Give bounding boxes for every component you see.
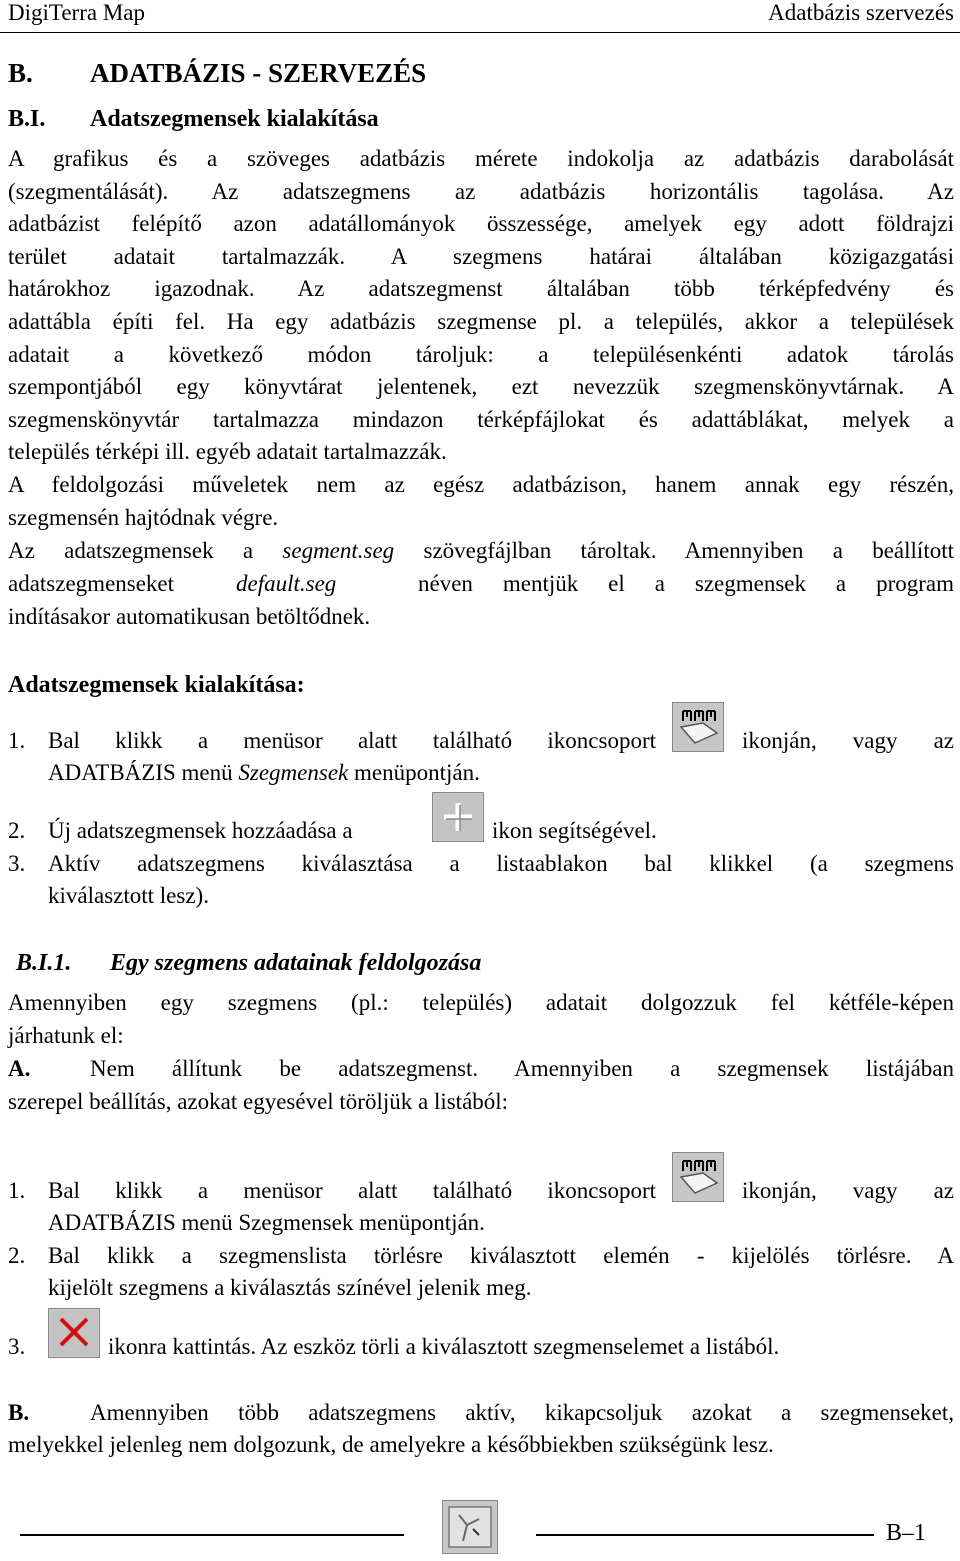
intro-line: (szegmentálását). Az adatszegmens az adatbázis horizontális tagolása. Az [8, 178, 954, 204]
subsection-title: Adatszegmensek kialakítása [90, 106, 379, 132]
page-header [0, 0, 960, 33]
paragraph-line: A feldolgozási műveletek nem az egész adatbázison, hanem annak egy részén, [8, 472, 954, 497]
step-2-text-b: ikon segítségével. [492, 818, 657, 843]
step2-1-menu-line: ADATBÁZIS menü Szegmensek menüpontján. [48, 1210, 485, 1235]
text: ADATBÁZIS menü [48, 760, 239, 785]
header-left: DigiTerra Map [8, 0, 145, 25]
segment-file-paragraph [8, 538, 954, 629]
subsection-number: B.I. [8, 106, 46, 132]
step2-2-text: Bal klikk a szegmenslista törlésre kiválasztott elemén - kijelölés törlésre. A [48, 1243, 954, 1268]
subsection-2-number: B.I.1. [16, 950, 72, 976]
intro-line: A grafikus és a szöveges adatbázis mérete indokolja az adatbázis darabolását [8, 146, 954, 171]
step2-1-text: Bal klikk a menüsor alatt található ikoncsoport [48, 1178, 656, 1203]
section-title: ADATBÁZIS - SZERVEZÉS [90, 58, 427, 88]
step-1-menu-line [48, 760, 480, 786]
segment-group-icon[interactable] [672, 1152, 724, 1202]
logo-icon [442, 1500, 498, 1554]
intro-line: terület adatait tartalmazzák. A szegmens határai általában közigazgatási [8, 243, 954, 269]
text: szövegfájlban tároltak. Amennyiben a beállított [394, 538, 954, 563]
intro-line: adatbázist felépítő azon adatállományok összessége, amelyek egy adott földrajzi [8, 211, 954, 237]
filename-default-seg: default.seg [236, 571, 337, 596]
paragraph-line [8, 538, 954, 571]
text: menüpontján. [348, 760, 480, 785]
subsection-2-title: Egy szegmens adatainak feldolgozása [110, 950, 482, 976]
filename-segment-seg: segment.seg [282, 538, 395, 563]
footer-rule-right [536, 1534, 874, 1536]
text: Az adatszegmensek a [8, 538, 283, 563]
step-3-text-b: kiválasztott lesz). [48, 883, 209, 908]
intro-line: szempontjából egy könyvtárat jelentenek, ezt nevezzük szegmenskönyvtárnak. A [8, 374, 954, 400]
step2-1-text-b: ikonján, vagy az [742, 1178, 954, 1203]
footer-rule-left [20, 1534, 404, 1536]
step2-3-text: ikonra kattintás. Az eszköz törli a kiválasztott szegmenselemet a listából. [108, 1334, 780, 1359]
step-2-text: Új adatszegmensek hozzáadása a [48, 818, 353, 843]
option-b-line: Amennyiben több adatszegmens aktív, kikapcsoljuk azokat a szegmenseket, [90, 1400, 954, 1425]
section-number: B. [8, 58, 33, 88]
intro-paragraph [8, 146, 954, 472]
step-number: 3. [8, 1334, 26, 1359]
option-a-line-2: szerepel beállítás, azokat egyesével töröljük a listából: [8, 1089, 509, 1114]
steps-heading: Adatszegmensek kialakítása: [8, 672, 305, 698]
paragraph-line: járhatunk el: [8, 1022, 124, 1048]
paragraph-line: indításakor automatikusan betöltődnek. [8, 604, 371, 629]
intro-line: település térképi ill. egyéb adatait tartalmazzák. [8, 439, 447, 465]
intro-line: határokhoz igazodnak. Az adatszegmenst általában több térképfedvény és [8, 276, 954, 302]
intro-line: adatait a következő módon tároljuk: a településenkénti adatok tárolás [8, 341, 954, 367]
delete-icon[interactable] [48, 1308, 100, 1358]
header-right: Adatbázis szervezés [768, 0, 954, 25]
add-icon[interactable] [432, 792, 484, 842]
paragraph-line: Amennyiben egy szegmens (pl.: település) adatait dolgozzuk fel kétféle-képen [8, 990, 954, 1015]
step-1-text-b: ikonján, vagy az [742, 728, 954, 753]
step-number: 1. [8, 1178, 26, 1203]
step-number: 2. [8, 1243, 26, 1268]
option-b-line-2: melyekkel jelenleg nem dolgozunk, de amelyekre a későbbiekben szükségünk lesz. [8, 1432, 774, 1457]
option-a-line: Nem állítunk be adatszegmenst. Amennyiben a szegmensek listájában [90, 1056, 954, 1081]
intro-line: szegmenskönyvtár tartalmazza mindazon térképfájlokat és adattáblákat, melyek a [8, 406, 954, 432]
processing-paragraph [8, 472, 954, 537]
option-b-label: B. [8, 1400, 30, 1425]
text: néven mentjük el a szegmensek a program [418, 571, 954, 596]
step-number: 1. [8, 728, 26, 753]
step-number: 2. [8, 818, 26, 843]
paragraph-line: szegmensén hajtódnak végre. [8, 504, 279, 530]
page-number: B–1 [886, 1520, 927, 1546]
option-a-label: A. [8, 1056, 31, 1081]
text: adatszegmenseket [8, 571, 175, 596]
step-3-text: Aktív adatszegmens kiválasztása a listaablakon bal klikkel (a szegmens [48, 851, 954, 876]
approach-paragraph [8, 990, 954, 1055]
step-number: 3. [8, 851, 26, 876]
step-1-text: Bal klikk a menüsor alatt található ikoncsoport [48, 728, 656, 753]
intro-line: adattábla építi fel. Ha egy adatbázis szegmense pl. a település, akkor a települések [8, 308, 954, 334]
step2-2-text-b: kijelölt szegmens a kiválasztás színével jelenik meg. [48, 1275, 532, 1300]
segment-group-icon[interactable] [672, 702, 724, 752]
menu-item-szegmensek: Szegmensek [238, 760, 349, 785]
